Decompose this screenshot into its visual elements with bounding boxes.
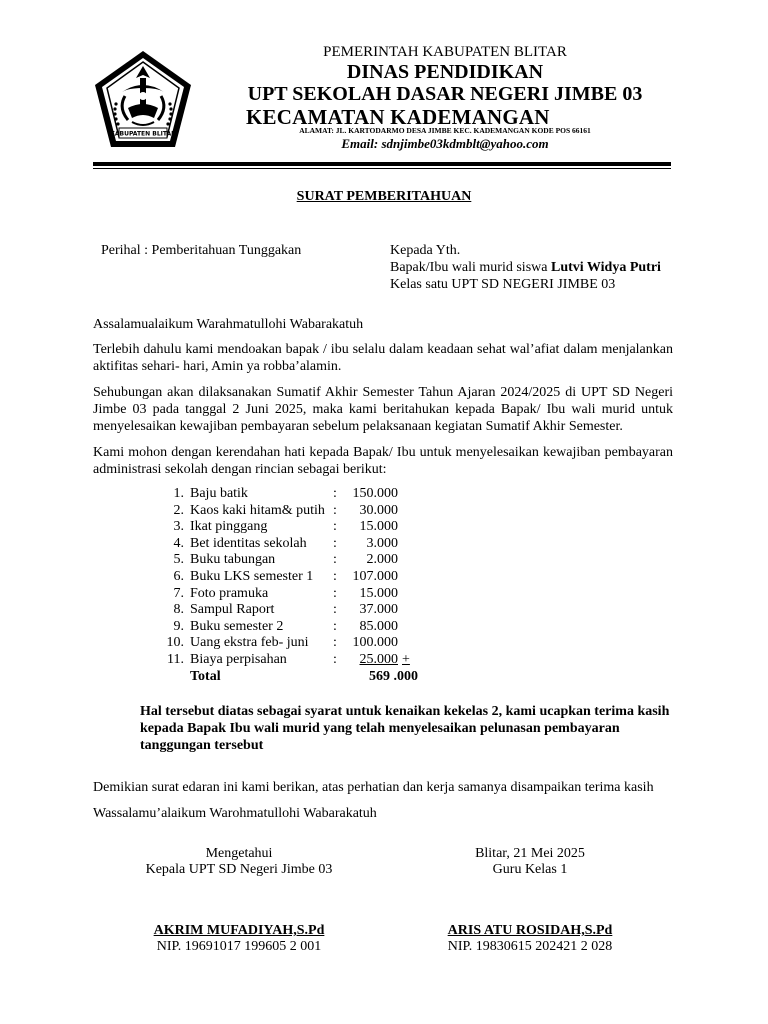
item-amount: 15.000 [359,519,398,535]
item-amount: 100.000 [352,635,398,651]
item-colon: : [333,635,337,651]
total-row [156,669,418,686]
item-name: Buku tabungan [190,552,276,568]
bold-note: Hal tersebut diatas sebagai syarat untuk kenaikan kekelas 2, kami ucapkan terima kasih kepada Bapak Ibu wali murid yang telah menyelesaikan pelunasan pembayaran tanggungan tersebut [140,704,670,753]
total-spacer [156,669,190,686]
header-address: ALAMAT: JL. KARTODARMO DESA JIMBE KEC. KADEMANGAN KODE POS 66161 [299,126,591,135]
signature-left-role: Kepala UPT SD Negeri Jimbe 03 [145,862,333,877]
item-number: 3. [173,519,184,535]
paragraph-announcement: Sehubungan akan dilaksanakan Sumatif Akhir Semester Tahun Ajaran 2024/2025 di UPT SD Negeri Jimbe 03 pada tanggal 2 Juni 2025, maka kami beritahukan kepada Bapak/ Ibu wali murid untuk menyelesaikan kewajiban pembayaran sebelum pelaksanaan kegiatan Sumatif Akhir Semester. [93,385,673,434]
item-name: Ikat pinggang [190,519,268,535]
item-colon: : [333,585,337,601]
signature-right-role: Guru Kelas 1 [492,862,568,877]
item-number: 8. [173,602,184,618]
item-name: Buku semester 2 [190,618,284,634]
regency-emblem-logo [92,48,194,150]
header-school: UPT SEKOLAH DASAR NEGERI JIMBE 03 [247,83,643,105]
header-district: KECAMATAN KADEMANGAN [246,105,550,129]
student-name: Lutvi Widya Putri [550,260,661,275]
recipient-block [390,242,661,293]
signature-left-line1: Mengetahui [205,846,273,861]
payment-item-row [156,569,418,586]
payment-item-row [156,503,418,520]
item-colon: : [333,602,337,618]
letter-title: SURAT PEMBERITAHUAN [296,189,472,204]
item-colon: : [333,486,337,501]
teacher-name: ARIS ATU ROSIDAH,S.Pd [447,923,613,938]
item-colon: : [333,502,337,518]
item-amount: 30.000 [359,502,398,518]
item-colon: : [333,535,337,551]
item-spacer [398,635,418,652]
payment-item-row [156,635,418,652]
total-label: Total [190,668,221,684]
total-value: 569 .000 [369,668,418,684]
item-amount: 15.000 [359,585,398,601]
signature-right [410,846,650,878]
item-amount: 107.000 [352,568,398,584]
header-agency: DINAS PENDIDIKAN [346,61,544,83]
item-name: Bet identitas sekolah [190,535,307,551]
header-email: Email: sdnjimbe03kdmblt@yahoo.com [341,136,549,151]
item-name: Foto pramuka [190,585,269,601]
item-spacer [398,602,418,619]
item-name: Baju batik [190,486,248,501]
sum-plus-sign: + [402,651,410,667]
item-colon: : [333,568,337,584]
item-amount: 3.000 [366,535,398,551]
payment-items-table [156,486,418,685]
item-number: 2. [173,502,184,518]
item-colon: : [333,552,337,568]
item-number: 1. [173,486,184,501]
recipient-parent [390,259,661,276]
payment-item-row [156,586,418,603]
header-government: PEMERINTAH KABUPATEN BLITAR [323,44,567,60]
item-number: 5. [173,552,184,568]
headmaster-nip: NIP. 19691017 199605 2 001 [156,939,322,954]
item-number: 4. [173,535,184,551]
payment-item-row [156,486,418,503]
payment-item-row [156,619,418,636]
item-name: Sampul Raport [190,602,275,618]
item-colon: : [333,618,337,634]
item-spacer [398,619,418,636]
item-amount: 85.000 [359,618,398,634]
paragraph-prayer: Terlebih dahulu kami mendoakan bapak / ibu selalu dalam keadaan sehat wal’afiat dalam menjalankan aktifitas sehari- hari, Amin ya robba’alamin. [93,342,673,374]
letterhead-divider-thin [93,168,671,169]
item-number: 10. [166,635,184,651]
item-amount: 37.000 [359,602,398,618]
farewell-text: Wassalamu’alaikum Warohmatullohi Wabarakatuh [93,806,377,821]
item-spacer [398,552,418,569]
item-amount: 25.000 [359,651,398,667]
headmaster-name: AKRIM MUFADIYAH,S.Pd [153,923,325,938]
item-spacer [398,503,418,520]
signature-right-identity [410,923,650,955]
payment-item-row [156,652,418,669]
item-spacer [398,586,418,603]
item-amount: 150.000 [352,486,398,501]
item-number: 11. [167,651,184,667]
logo-banner-text: KABUPATEN BLITAR [110,130,176,138]
recipient-salutation: Kepada Yth. [390,243,461,258]
item-name: Buku LKS semester 1 [190,568,314,584]
paragraph-request: Kami mohon dengan kerendahan hati kepada Bapak/ Ibu untuk menyelesaikan kewajiban pembayaran administrasi sekolah dengan rincian sebagai berikut: [93,445,673,477]
item-colon: : [333,519,337,535]
item-spacer [398,519,418,536]
signature-right-date: Blitar, 21 Mei 2025 [475,846,585,861]
item-spacer [398,536,418,553]
item-name: Kaos kaki hitam& putih [190,502,325,518]
item-spacer [398,569,418,586]
teacher-nip: NIP. 19830615 202421 2 028 [447,939,613,954]
payment-item-row [156,602,418,619]
item-number: 7. [173,585,184,601]
total-colon-spacer [328,669,342,686]
item-name: Biaya perpisahan [190,651,287,667]
payment-item-row [156,536,418,553]
signature-left-identity [118,923,360,955]
greeting: Assalamualaikum Warahmatullohi Wabarakatuh [93,317,364,332]
subject-line: Perihal : Pemberitahuan Tunggakan [101,243,302,258]
recipient-class: Kelas satu UPT SD NEGERI JIMBE 03 [390,277,616,292]
closing-text: Demikian surat edaran ini kami berikan, atas perhatian dan kerja samanya disampaikan terima kasih [93,780,654,795]
item-name: Uang ekstra feb- juni [190,635,309,651]
recipient-prefix: Bapak/Ibu wali murid siswa [390,260,551,275]
item-amount: 2.000 [366,552,398,568]
item-number: 6. [173,568,184,584]
letterhead-divider-thick [93,162,671,166]
item-spacer [398,486,418,503]
item-number: 9. [173,618,184,634]
item-colon: : [333,651,337,667]
signature-left [118,846,360,878]
payment-item-row [156,519,418,536]
payment-item-row [156,552,418,569]
